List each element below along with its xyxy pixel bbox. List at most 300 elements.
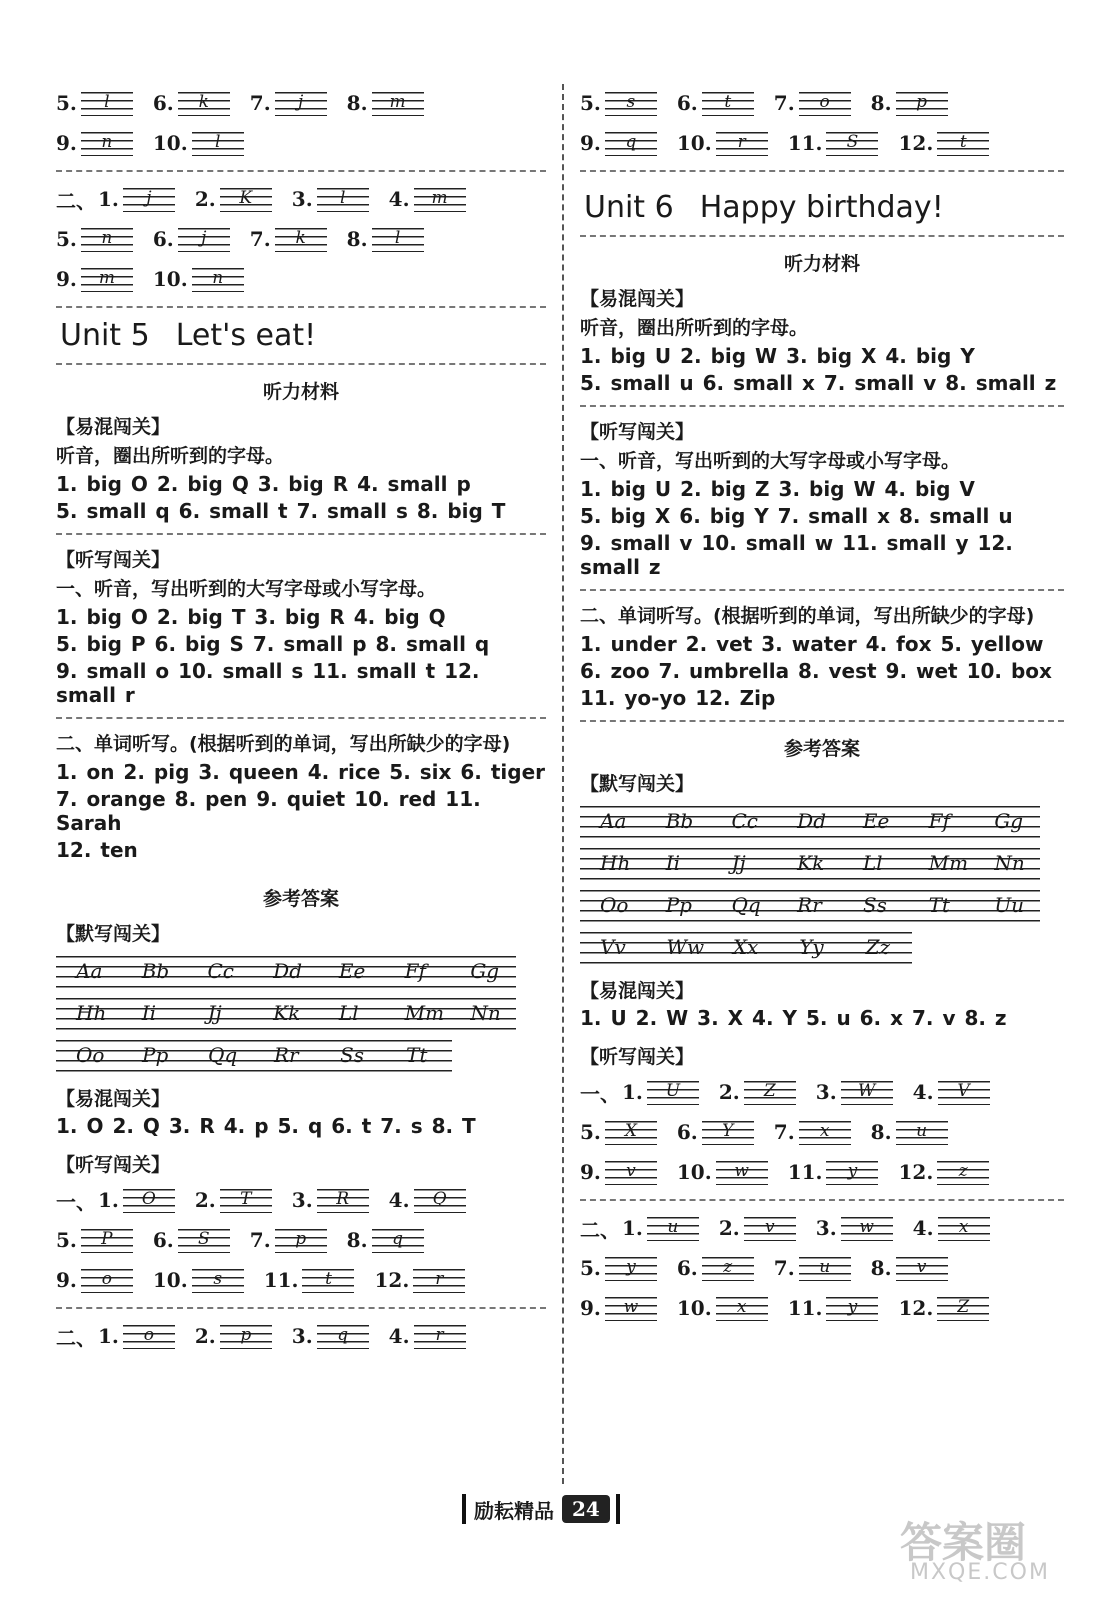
letter-pair: Ss [862,893,887,917]
answer-item [580,1295,657,1321]
page-footer [462,1494,620,1524]
answer-letter: Y [702,1119,754,1145]
answer-title: 参考答案 [783,738,860,760]
letter-pair: Jj [731,851,746,875]
answer-letter: T [220,1187,272,1213]
answer-item [292,1187,369,1213]
letter-pair: Hh [76,1001,107,1025]
answer-letter: o [81,1267,133,1293]
text-line: 1. on 2. pig 3. queen 4. rice 5. six 6. tiger [56,760,546,784]
answer-letter: o [799,90,851,116]
answer-letter: u [647,1215,699,1241]
answer-number: 9. [580,1160,601,1184]
yihun-instruction: 听音，圈出所听到的字母。 [56,445,285,467]
answer-letter: j [123,186,175,212]
answer-letter: m [414,186,466,212]
answer-number: 10. [676,1160,712,1184]
answer-item [677,1119,754,1145]
letter-pair: Xx [732,935,759,959]
left-top-answers [56,86,546,160]
alphabet-copy-row [580,846,1040,880]
answer-item [871,1119,948,1145]
letter-pair: Bb [665,809,694,833]
answer-row [56,126,546,160]
answer-number: 12. [898,1296,934,1320]
unit5-title: Unit 5 Let's eat! [60,318,317,353]
answer-number: 2. [718,1216,740,1240]
answer-row [580,126,1064,160]
divider [56,170,546,172]
answer-item [871,90,948,116]
tingxie-answer-tag: 【听写闯关】 [56,1154,171,1176]
tx1-instruction: 一、听音，写出听到的大写字母或小写字母。 [56,578,437,600]
answer-number: 9. [580,131,601,155]
answer-letter: p [275,1227,327,1253]
tingxie-answer-tag: 【听写闯关】 [580,1046,695,1068]
answer-letter: m [81,266,133,292]
answer-number: 1. [98,1324,119,1348]
answer-item [292,1323,369,1349]
answer-letter: r [716,130,768,156]
letter-pair: Ee [862,809,890,833]
answer-row [580,1115,1064,1149]
answer-item [816,1079,893,1105]
answer-row [580,1075,1064,1109]
tx2-lines [56,760,546,862]
letter-pair: Ff [404,959,426,983]
letter-pair: Qq [731,893,761,917]
divider [56,306,546,308]
divider [580,589,1064,591]
answer-item [898,130,989,156]
answer-number: 7. [249,91,271,115]
answer-number: 5. [580,1256,601,1280]
answer-letter: z [937,1159,989,1185]
answer-number: 3. [291,187,313,211]
letter-pair: Rr [274,1043,299,1067]
letter-pair: Mm [404,1001,445,1025]
yihun-tag: 【易混闯关】 [580,288,695,310]
answer-item [389,1187,466,1213]
alphabet-copy-row [56,954,516,988]
answer-number: 1. [622,1080,643,1104]
answer-item [153,266,244,292]
text-line: 1. big O 2. big Q 3. big R 4. small p [56,472,471,496]
answer-number: 7. [773,91,795,115]
divider [580,405,1064,407]
text-line: 1. under 2. vet 3. water 4. fox 5. yellow [580,632,1044,656]
yihun-lines [580,344,1064,395]
answer-number: 7. [249,227,271,251]
answer-title: 参考答案 [262,888,339,910]
answer-letter: l [372,226,424,252]
text-line: 9. small o 10. small s 11. small t 12. small r [56,659,480,707]
section-prefix: 二、 [56,188,96,213]
answer-item [195,186,272,212]
yihun-answer-tag: 【易混闯关】 [580,980,695,1002]
answer-letter: r [414,1323,466,1349]
answer-number: 2. [194,1188,216,1212]
answer-letter: n [81,226,133,252]
letter-pair: Uu [994,893,1025,917]
answer-item [580,1255,657,1281]
answer-letter: n [81,130,133,156]
letter-pair: Kk [797,851,825,875]
answer-item [774,1119,851,1145]
answer-item [913,1215,990,1241]
answer-item [98,186,175,212]
answer-number: 8. [870,1120,892,1144]
footer-bar [616,1494,620,1524]
answer-number: 5. [56,227,77,251]
answer-letter: t [702,90,754,116]
answer-letter: k [275,226,327,252]
answer-letter: K [220,186,272,212]
answer-number: 6. [676,1120,698,1144]
answer-letter: r [413,1267,465,1293]
answer-item [677,90,754,116]
answer-number: 4. [388,187,410,211]
tx-answer1 [56,1183,546,1297]
left-section2-answers [56,182,546,296]
letter-pair: Ww [666,935,705,959]
answer-row [56,182,546,216]
answer-letter: u [896,1119,948,1145]
answer-number: 11. [787,131,823,155]
answer-item [774,1255,851,1281]
answer-letter: x [716,1295,768,1321]
watermark-url: MXQE.COM [910,1560,1050,1585]
answer-letter: s [605,90,657,116]
answer-number: 3. [815,1216,837,1240]
answer-letter: l [81,90,133,116]
answer-item [195,1187,272,1213]
answer-letter: P [81,1227,133,1253]
letter-pair: Gg [470,959,500,983]
answer-item [374,1267,465,1293]
answer-item [56,1227,133,1253]
answer-letter: z [702,1255,754,1281]
answer-letter: V [938,1079,990,1105]
tx1-lines [580,477,1064,579]
answer-letter: R [317,1187,369,1213]
page-number: 24 [562,1495,610,1523]
answer-number: 3. [291,1188,313,1212]
right-column [580,80,1064,1331]
footer-brand: 励耘精品 [474,1498,554,1523]
answer-number: 9. [580,1296,601,1320]
letter-pair: Ii [141,1001,157,1025]
answer-number: 10. [676,1296,712,1320]
answer-number: 7. [773,1256,795,1280]
tx2-instruction: 二、单词听写。(根据听到的单词，写出所缺少的字母) [56,733,511,755]
answer-number: 11. [787,1160,823,1184]
answer-letter: u [799,1255,851,1281]
alphabet-copy-row [580,804,1040,838]
answer-number: 8. [346,1228,368,1252]
answer-number: 3. [815,1080,837,1104]
alphabet-copy-block [56,954,546,1072]
alphabet-copy-row [56,1038,452,1072]
tx2-instruction: 二、单词听写。(根据听到的单词，写出所缺少的字母) [580,605,1035,627]
letter-pair: Nn [994,851,1025,875]
answer-item [56,130,133,156]
answer-letter: p [896,90,948,116]
answer-number: 1. [98,187,119,211]
answer-number: 5. [56,91,77,115]
letter-pair: Aa [76,959,103,983]
answer-item [250,90,327,116]
answer-letter: w [841,1215,893,1241]
answer-number: 1. [622,1216,643,1240]
answer-item [788,1295,879,1321]
tx-answer2 [56,1319,546,1353]
letter-pair: Oo [76,1043,105,1067]
answer-letter: x [938,1215,990,1241]
answer-row [580,1211,1064,1245]
yihun-instruction: 听音，圈出所听到的字母。 [580,317,809,339]
answer-item [719,1079,796,1105]
section-prefix: 一、 [56,1189,96,1214]
answer-number: 7. [773,1120,795,1144]
answer-letter: k [178,90,230,116]
answer-letter: j [275,90,327,116]
divider [56,363,546,365]
answer-row [56,262,546,296]
answer-letter: v [605,1159,657,1185]
answer-item [913,1079,990,1105]
answer-row [56,1183,546,1217]
answer-item [56,226,133,252]
answer-item [677,1295,768,1321]
right-top-answers [580,86,1064,160]
answer-item [195,1323,272,1349]
letter-pair: Gg [994,809,1024,833]
answer-number: 4. [388,1324,410,1348]
answer-number: 5. [580,1120,601,1144]
answer-number: 10. [152,1268,188,1292]
divider [56,1307,546,1309]
yihun-lines [56,472,546,523]
answer-item [56,266,133,292]
answer-letter: l [317,186,369,212]
answer-letter: Z [937,1295,989,1321]
alphabet-copy-row [580,930,912,964]
answer-number: 9. [56,1268,77,1292]
answer-letter: S [178,1227,230,1253]
answer-letter: Q [414,1187,466,1213]
moxie-tag: 【默写闯关】 [580,773,695,795]
letter-pair: Qq [208,1043,238,1067]
answer-letter: X [605,1119,657,1145]
answer-letter: t [302,1267,354,1293]
answer-item [580,130,657,156]
answer-row [580,1291,1064,1325]
answer-number: 9. [56,131,77,155]
answer-number: 3. [291,1324,313,1348]
answer-letter: w [716,1159,768,1185]
answer-item [677,1159,768,1185]
watermark-logo: 答案圈 [900,1518,1027,1567]
yihun-answer-line: 1. O 2. Q 3. R 4. p 5. q 6. t 7. s 8. T [56,1114,476,1138]
answer-letter: x [799,1119,851,1145]
answer-item [580,1119,657,1145]
answer-item [788,1159,879,1185]
listening-material-title: 听力材料 [783,253,860,275]
answer-letter: y [826,1159,878,1185]
answer-item [580,1159,657,1185]
answer-letter: p [220,1323,272,1349]
answer-number: 8. [870,91,892,115]
answer-letter: q [317,1323,369,1349]
answer-item [56,90,133,116]
divider [56,717,546,719]
answer-item [347,226,424,252]
letter-pair: Yy [799,935,824,959]
letter-pair: Nn [470,1001,501,1025]
answer-number: 11. [263,1268,299,1292]
answer-letter: l [192,130,244,156]
answer-item [153,130,244,156]
letter-pair: Oo [600,893,629,917]
answer-item [719,1215,796,1241]
letter-pair: Rr [797,893,822,917]
answer-item [250,226,327,252]
section-prefix: 二、 [56,1325,96,1350]
tx1-lines [56,605,546,707]
answer-row [580,86,1064,120]
letter-pair: Ii [665,851,681,875]
text-line: 5. small q 6. small t 7. small s 8. big T [56,499,506,523]
answer-item [98,1187,175,1213]
answer-number: 9. [56,267,77,291]
answer-letter: q [372,1227,424,1253]
tx-answer2 [580,1211,1064,1325]
letter-pair: Bb [141,959,170,983]
answer-number: 12. [898,131,934,155]
answer-item [98,1323,175,1349]
text-line: 1. big O 2. big T 3. big R 4. big Q [56,605,446,629]
text-line: 5. big P 6. big S 7. small p 8. small q [56,632,490,656]
answer-item [56,1267,133,1293]
answer-letter: o [123,1323,175,1349]
letter-pair: Tt [928,893,950,917]
letter-pair: Dd [273,959,302,983]
answer-letter: j [178,226,230,252]
answer-item [153,226,230,252]
alphabet-copy-row [580,888,1040,922]
answer-letter: Z [744,1079,796,1105]
text-line: 6. zoo 7. umbrella 8. vest 9. wet 10. box [580,659,1052,683]
text-line: 1. big U 2. big Z 3. big W 4. big V [580,477,975,501]
answer-number: 8. [870,1256,892,1280]
letter-pair: Dd [797,809,826,833]
answer-letter: y [826,1295,878,1321]
alphabet-copy-block [580,804,1064,964]
tx-answer1 [580,1075,1064,1189]
left-column [56,80,546,1359]
letter-pair: Ff [928,809,950,833]
answer-number: 2. [194,187,216,211]
answer-number: 12. [898,1160,934,1184]
alphabet-copy-row [56,996,516,1030]
divider [580,235,1064,237]
tx2-lines [580,632,1064,710]
letter-pair: Pp [142,1043,169,1067]
answer-letter: t [937,130,989,156]
answer-number: 5. [56,1228,77,1252]
answer-item [871,1255,948,1281]
yihun-tag: 【易混闯关】 [56,416,171,438]
answer-item [153,1267,244,1293]
letter-pair: Jj [207,1001,222,1025]
letter-pair: Cc [731,809,758,833]
answer-number: 6. [152,1228,174,1252]
tx1-instruction: 一、听音，写出听到的大写字母或小写字母。 [580,450,961,472]
answer-number: 10. [676,131,712,155]
tingxie-tag: 【听写闯关】 [580,421,695,443]
answer-item [622,1215,699,1241]
divider [580,170,1064,172]
answer-number: 8. [346,91,368,115]
letter-pair: Pp [665,893,692,917]
answer-item [153,1227,230,1253]
answer-number: 4. [388,1188,410,1212]
answer-number: 4. [912,1216,934,1240]
answer-row [56,86,546,120]
answer-item [816,1215,893,1241]
footer-bar [462,1494,466,1524]
section-prefix: 一、 [580,1081,620,1106]
answer-item [788,130,879,156]
answer-item [622,1079,699,1105]
text-line: 5. small u 6. small x 7. small v 8. small z [580,371,1057,395]
answer-number: 4. [912,1080,934,1104]
yihun-answer-tag: 【易混闯关】 [56,1088,171,1110]
answer-letter: U [647,1079,699,1105]
answer-letter: y [605,1255,657,1281]
letter-pair: Hh [600,851,631,875]
answer-item [774,90,851,116]
answer-number: 6. [152,91,174,115]
answer-number: 6. [676,91,698,115]
answer-number: 11. [787,1296,823,1320]
answer-item [898,1295,989,1321]
divider [580,720,1064,722]
answer-item [347,90,424,116]
divider [56,533,546,535]
answer-letter: S [826,130,878,156]
answer-number: 1. [98,1188,119,1212]
answer-number: 2. [194,1324,216,1348]
answer-row [580,1155,1064,1189]
answer-number: 12. [374,1268,410,1292]
answer-letter: v [744,1215,796,1241]
answer-item [580,90,657,116]
letter-pair: Zz [865,935,891,959]
answer-row [56,222,546,256]
column-divider [562,84,564,1484]
answer-item [898,1159,989,1185]
answer-row [56,1263,546,1297]
letter-pair: Mm [928,851,969,875]
answer-item [264,1267,355,1293]
answer-letter: v [896,1255,948,1281]
answer-number: 10. [152,131,188,155]
text-line: 9. small v 10. small w 11. small y 12. small z [580,531,1013,579]
answer-letter: s [192,1267,244,1293]
answer-item [250,1227,327,1253]
